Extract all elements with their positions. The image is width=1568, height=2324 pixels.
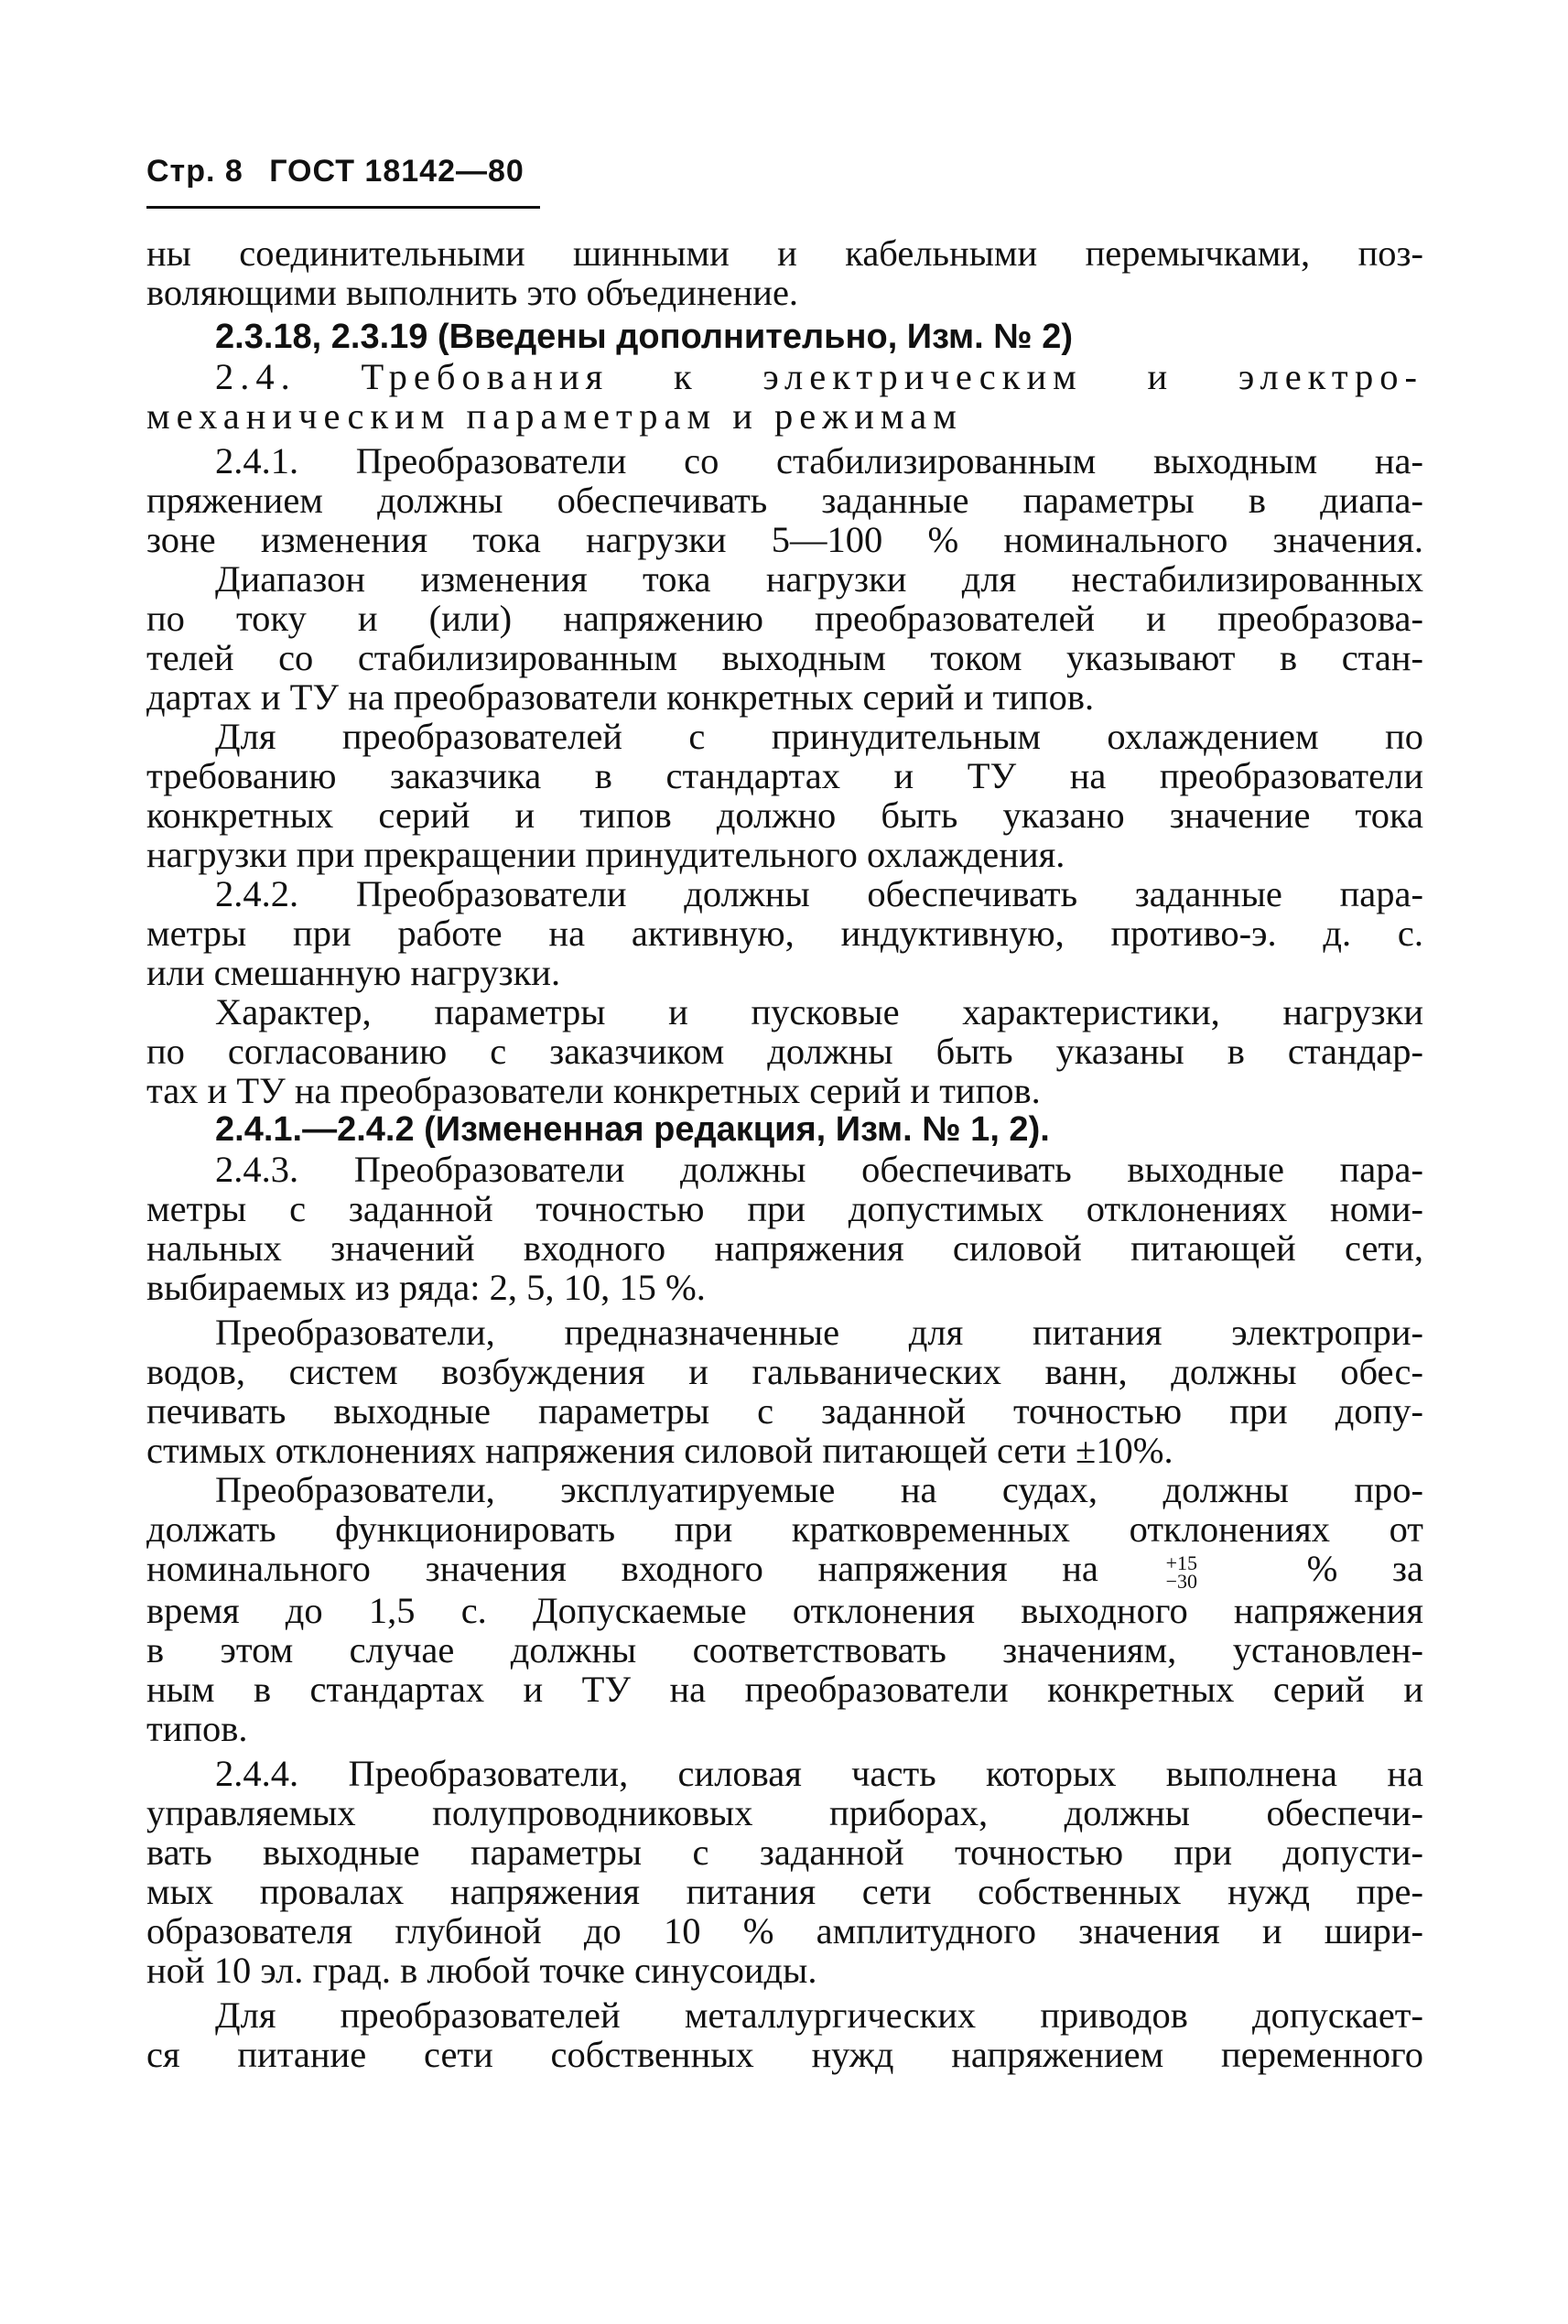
text-line: в этом случае должны соответствовать значениям, установлен- [146,1628,1423,1670]
section-heading: механическим параметрам и режимам [146,395,963,437]
tolerance-fraction [1165,1551,1197,1593]
text-line: нагрузки при прекращении принудительного охлаждения. [146,834,1065,875]
text-line: выбираемых из ряда: 2, 5, 10, 15 %. [146,1267,706,1308]
text-line: пряжением должны обеспечивать заданные параметры в диапа- [146,480,1423,521]
text-line: управляемых полупроводниковых приборах, должны обеспечи- [146,1791,1423,1833]
document-body [146,233,1423,2074]
text-line: ной 10 эл. град. в любой точке синусоиды. [146,1949,817,1991]
text-line: Для преобразователей металлургических приводов допускает- [215,1994,1423,2036]
text-line: 2.4.1. Преобразователи со стабилизированным выходным на- [215,440,1423,481]
text-line: вать выходные параметры с заданной точностью при допусти- [146,1831,1423,1873]
text-line: Диапазон изменения тока нагрузки для нестабилизированных [215,558,1423,600]
text-line: 2.4.3. Преобразователи должны обеспечивать выходные пара- [215,1149,1423,1190]
header-rule [146,206,540,209]
text-line: 2.4.4. Преобразователи, силовая часть которых выполнена на [215,1752,1423,1794]
text-line: Характер, параметры и пусковые характеристики, нагрузки [215,991,1423,1032]
text-line: образователя глубиной до 10 % амплитудного значения и шири- [146,1909,1423,1951]
text-line: Преобразователи, предназначенные для питания электропри- [215,1312,1423,1353]
text-line: ся питание сети собственных нужд напряжением переменного [146,2033,1423,2075]
text-line: ным в стандартах и ТУ на преобразователи конкретных серий и [146,1668,1423,1710]
text-line: водов, систем возбуждения и гальванических ванн, должны обес- [146,1351,1423,1392]
text-line: по току и (или) напряжению преобразователей и преобразова- [146,598,1423,639]
text-line: нальных значений входного напряжения силовой питающей сети, [146,1227,1423,1269]
text-line: должать функционировать при кратковременных отклонениях от [146,1508,1423,1550]
text-line: зоне изменения тока нагрузки 5—100 % номинального значения. [146,519,1423,560]
text-line: тах и ТУ на преобразователи конкретных серий и типов. [146,1070,1041,1111]
text-line: требованию заказчика в стандартах и ТУ на преобразователи [146,755,1423,796]
text-line: время до 1,5 с. Допускаемые отклонения выходного напряжения [146,1589,1423,1631]
text-line: дартах и ТУ на преобразователи конкретных серий и типов. [146,676,1095,718]
text-fragment: номинального значения входного напряжения на [146,1548,1098,1589]
text-line: воляющими выполнить это объединение. [146,272,799,313]
amendment-note: 2.4.1.—2.4.2 (Измененная редакция, Изм. № 1, 2). [215,1110,1050,1149]
tolerance-upper: +15 [1165,1551,1197,1574]
text-line: конкретных серий и типов должно быть указано значение тока [146,794,1423,836]
text-line: стимых отклонениях напряжения силовой питающей сети ±10%. [146,1430,1173,1471]
text-line: или смешанную нагрузки. [146,952,561,993]
standard-code: ГОСТ 18142—80 [269,154,524,189]
text-line: печивать выходные параметры с заданной точностью при допу- [146,1390,1423,1432]
text-line: 2.4.2. Преобразователи должны обеспечивать заданные пара- [215,873,1423,914]
page-number: Стр. 8 [146,154,243,189]
text-line: Для преобразователей с принудительным охлаждением по [215,716,1423,757]
page-header [146,154,541,189]
text-line: типов. [146,1707,248,1749]
text-line: Преобразователи, эксплуатируемые на судах, должны про- [215,1469,1423,1510]
text-line: мых провалах напряжения питания сети собственных нужд пре- [146,1870,1423,1912]
text-fragment: % за [1306,1548,1424,1589]
text-line: по согласованию с заказчиком должны быть указаны в стандар- [146,1031,1423,1072]
text-line: метры при работе на активную, индуктивную, противо-э. д. с. [146,913,1423,954]
text-line: ны соединительными шинными и кабельными перемычками, поз- [146,232,1423,274]
section-heading: 2.4. Требования к электрическим и электро- [215,356,1423,397]
amendment-note: 2.3.18, 2.3.19 (Введены дополнительно, Изм. № 2) [215,318,1073,356]
text-line: телей со стабилизированным выходным током указывают в стан- [146,637,1423,678]
text-line-with-tolerance [146,1549,1423,1591]
text-line: метры с заданной точностью при допустимых отклонениях номи- [146,1188,1423,1229]
tolerance-lower: −30 [1165,1569,1197,1593]
